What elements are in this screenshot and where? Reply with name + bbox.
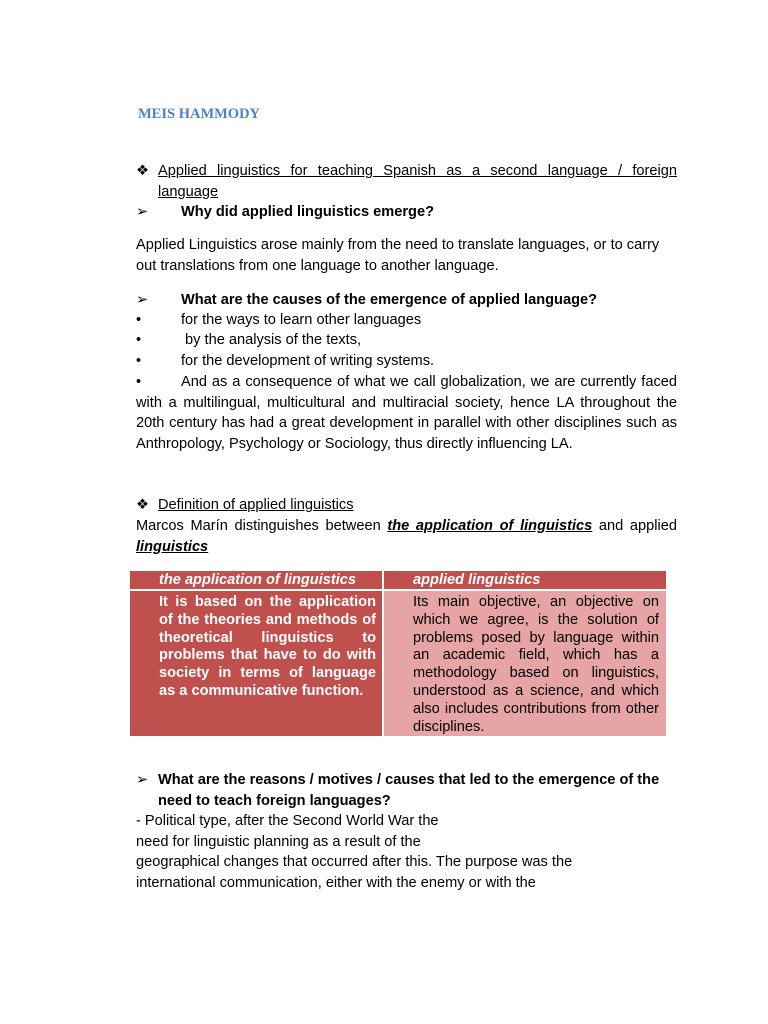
heading-text: Applied linguistics for teaching Spanish as a second language / foreign language <box>158 163 677 200</box>
section-heading-applied-linguistics <box>136 161 677 202</box>
question-text: Why did applied linguistics emerge? <box>181 204 434 220</box>
bullet-dot-icon: • <box>136 353 142 369</box>
diamond-bullet-icon: ❖ <box>136 163 150 179</box>
bullet-dot-icon: • <box>136 374 142 390</box>
bullet-text: And as a consequence of what we call globalization, we are currently faced with a multilingual, multicultural and multiracial society, hence LA throughout the 20th century has had a great development in parallel with other disciplines such as Anthropology, Psychology or Sociology, thus directly influencing LA. <box>136 374 677 452</box>
arrow-bullet-icon: ➢ <box>136 772 149 788</box>
bullet-item <box>136 351 677 372</box>
bullet-item <box>136 330 677 351</box>
diamond-bullet-icon: ❖ <box>136 497 150 513</box>
paragraph-political <box>136 811 677 893</box>
text-line: - Political type, after the Second World War the <box>136 813 439 829</box>
bullet-item <box>136 310 677 331</box>
section-heading-definition <box>136 495 677 516</box>
bullet-text: for the development of writing systems. <box>181 353 435 369</box>
emphasis-linguistics: linguistics <box>136 538 209 555</box>
question-reasons <box>136 770 677 811</box>
bullet-text: by the analysis of the texts, <box>181 332 362 348</box>
text-line: need for linguistic planning as a result of the <box>136 833 421 850</box>
table-header-row <box>130 571 666 589</box>
bullet-text: for the ways to learn other languages <box>181 312 422 328</box>
arrow-bullet-icon: ➢ <box>136 292 149 308</box>
emphasis-application: the application of linguistics <box>387 518 593 534</box>
question-causes <box>136 290 677 311</box>
bullet-dot-icon: • <box>136 312 142 328</box>
paragraph-origin: Applied Linguistics arose mainly from the need to translate languages, or to carry out translations from one language to another language. <box>136 237 660 274</box>
author-name: MEIS HAMMODY <box>138 106 261 122</box>
text-line: geographical changes that occurred after this. The purpose was the <box>136 854 573 871</box>
table-row <box>130 591 666 736</box>
table-header-applied: applied linguistics <box>384 571 666 589</box>
bullet-item-globalization <box>136 372 677 454</box>
question-text: What are the causes of the emergence of applied language? <box>181 292 598 308</box>
paragraph-marin <box>136 516 677 557</box>
arrow-bullet-icon: ➢ <box>136 204 149 220</box>
question-text: What are the reasons / motives / causes that led to the emergence of the need to teach foreign languages? <box>158 772 660 809</box>
table-cell-application: It is based on the application of the theories and methods of theoretical linguistics to problems that have to do with society in terms of language as a communicative function. <box>130 591 382 736</box>
text-run: Marcos Marín distinguishes between <box>136 518 388 534</box>
table-header-application: the application of linguistics <box>130 571 382 589</box>
bullet-dot-icon: • <box>136 332 142 348</box>
heading-text: Definition of applied linguistics <box>158 497 354 513</box>
text-run: and applied <box>592 518 678 534</box>
text-line: international communication, either with the enemy or with the <box>136 874 536 891</box>
table-cell-applied: Its main objective, an objective on which we agree, is the solution of problems posed by language within an academic field, which has a methodology based on linguistics, understood as a science, and which also includes contributions from other disciplines. <box>384 591 666 736</box>
question-why-emerge <box>136 202 677 223</box>
comparison-table <box>130 571 666 736</box>
